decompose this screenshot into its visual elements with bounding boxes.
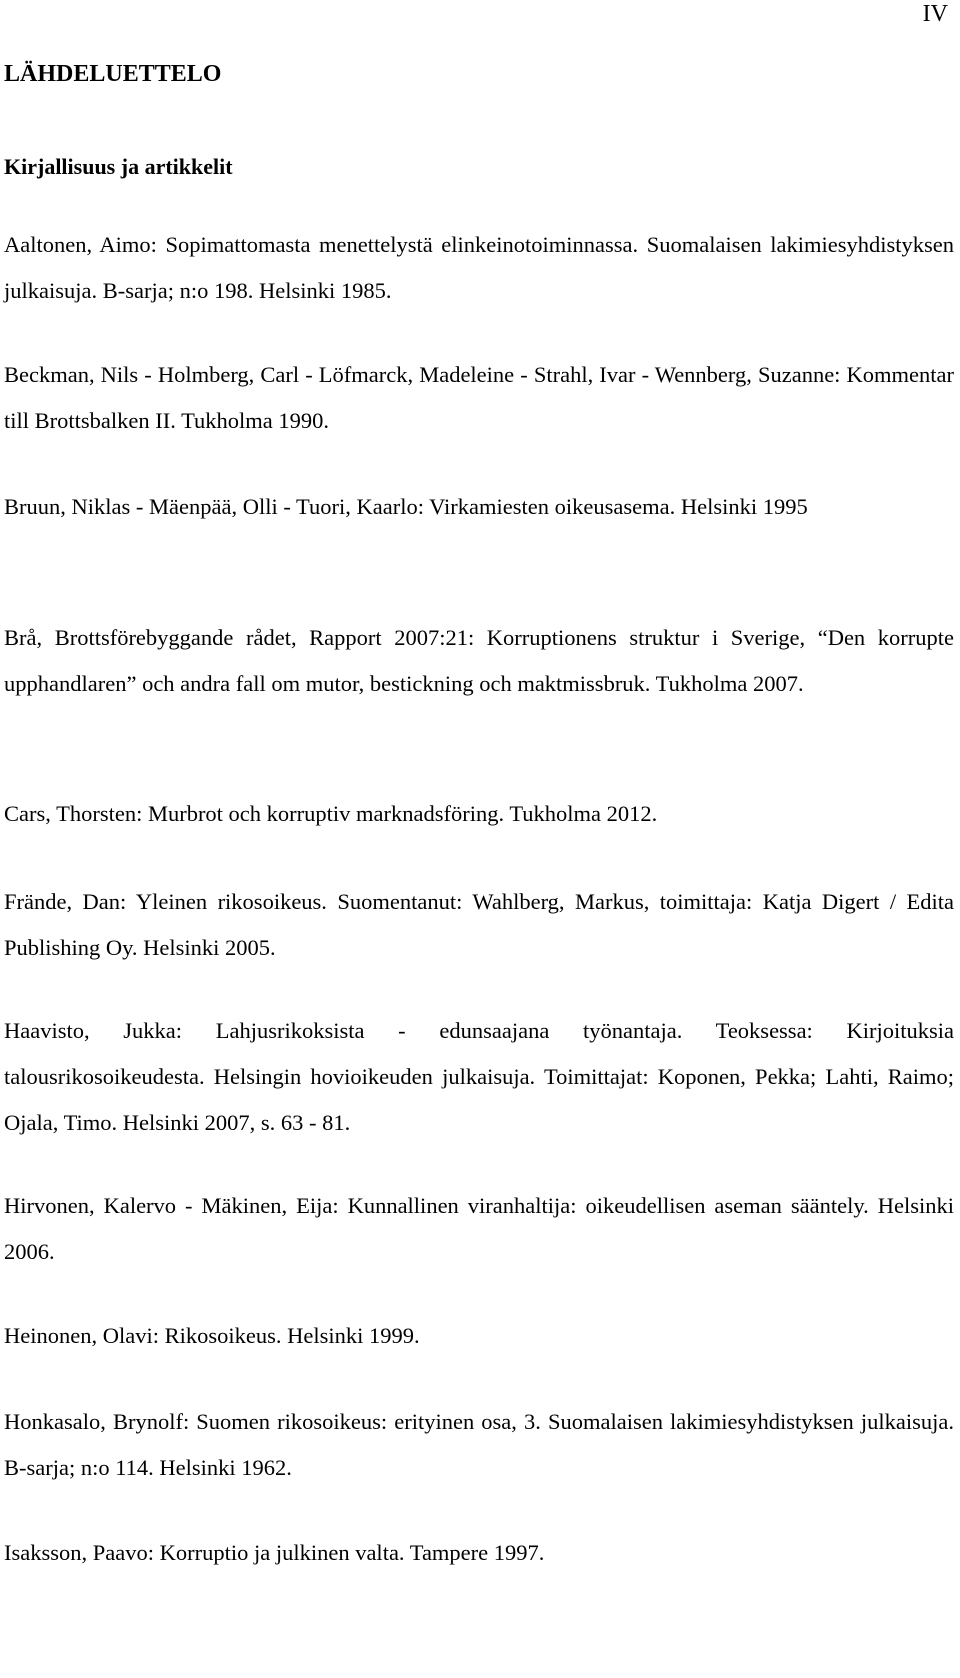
section-title: Kirjallisuus ja artikkelit [4,154,233,179]
reference-entry-haavisto: Haavisto, Jukka: Lahjusrikoksista - edunsaajana työnantaja. Teoksessa: Kirjoituksia talousrikosoikeudesta. Helsingin hovioikeuden julkaisuja. Toimittajat: Koponen, Pekka; Lahti, Raimo; Ojala, Timo. Helsinki 2007, s. 63 - 81. [4,1018,954,1135]
reference-entry-honkasalo: Honkasalo, Brynolf: Suomen rikosoikeus: erityinen osa, 3. Suomalaisen lakimiesyhdistyksen julkaisuja. B-sarja; n:o 114. Helsinki 1962. [4,1409,954,1480]
reference-entry-isaksson: Isaksson, Paavo: Korruptio ja julkinen valta. Tampere 1997. [4,1540,545,1565]
reference-entry-frande: Frände, Dan: Yleinen rikosoikeus. Suomentanut: Wahlberg, Markus, toimittaja: Katja Digert / Edita Publishing Oy. Helsinki 2005. [4,889,954,960]
reference-entry-bruun: Bruun, Niklas - Mäenpää, Olli - Tuori, Kaarlo: Virkamiesten oikeusasema. Helsinki 1995 [4,494,808,519]
reference-entry-hirvonen: Hirvonen, Kalervo - Mäkinen, Eija: Kunnallinen viranhaltija: oikeudellisen aseman sääntely. Helsinki 2006. [4,1193,954,1264]
reference-entry-beckman: Beckman, Nils - Holmberg, Carl - Löfmarck, Madeleine - Strahl, Ivar - Wennberg, Suzanne: Kommentar till Brottsbalken II. Tukholma 1990. [4,362,954,433]
reference-entry-heinonen: Heinonen, Olavi: Rikosoikeus. Helsinki 1999. [4,1323,420,1348]
reference-entry-aaltonen: Aaltonen, Aimo: Sopimattomasta menettelystä elinkeinotoiminnassa. Suomalaisen lakimiesyhdistyksen julkaisuja. B-sarja; n:o 198. Helsinki 1985. [4,232,954,303]
reference-entry-cars: Cars, Thorsten: Murbrot och korruptiv marknadsföring. Tukholma 2012. [4,801,658,826]
page-title: LÄHDELUETTELO [4,61,222,87]
reference-entry-bra: Brå, Brottsförebyggande rådet, Rapport 2007:21: Korruptionens struktur i Sverige, “Den korrupte upphandlaren” och andra fall om mutor, bestickning och maktmissbruk. Tukholma 2007. [4,625,954,696]
page-number: IV [922,1,948,27]
